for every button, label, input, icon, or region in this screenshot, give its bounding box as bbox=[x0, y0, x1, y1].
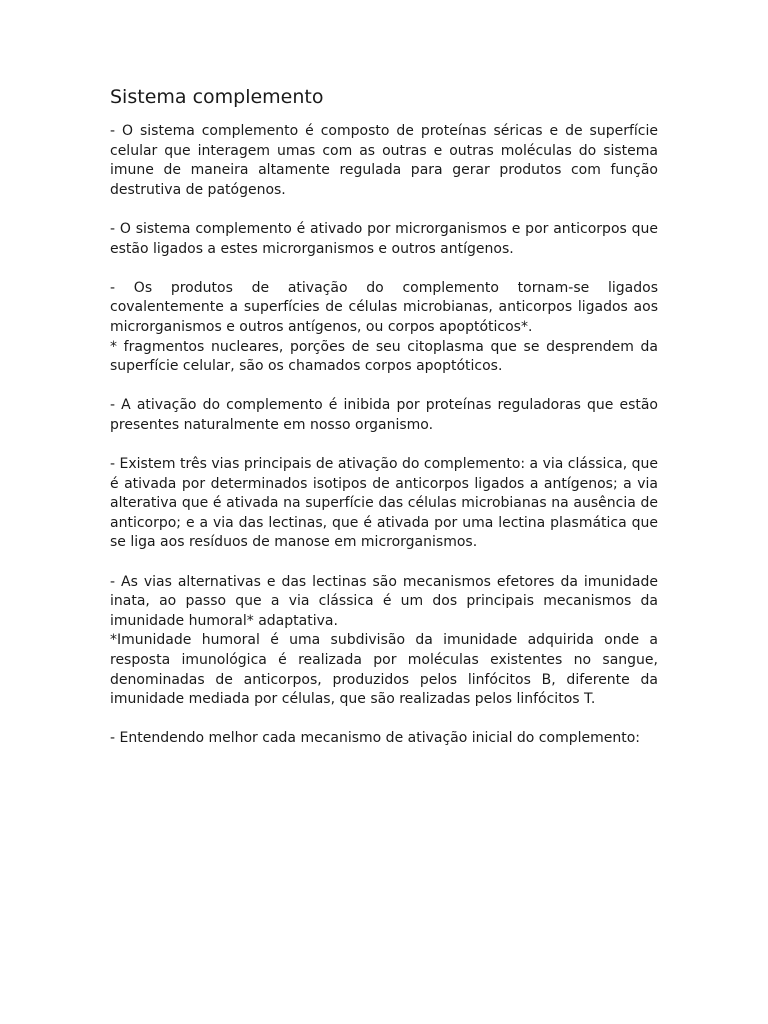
paragraph-entendendo bbox=[110, 729, 658, 749]
document-title: Sistema complemento bbox=[110, 86, 324, 108]
footnote-apoptoticos: * fragmentos nucleares, porções de seu citoplasma que se desprendem da superfície celular, são os chamados corpos apoptóticos. bbox=[110, 338, 658, 375]
document-page bbox=[110, 84, 658, 769]
paragraph-produtos bbox=[110, 279, 658, 377]
paragraph-text: - O sistema complemento é composto de proteínas séricas e de superfície celular que interagem umas com as outras e outras moléculas do sistema imune de maneira altamente regulada para gerar produtos com função destrutiva de patógenos. bbox=[110, 123, 658, 198]
paragraph-text: - As vias alternativas e das lectinas são mecanismos efetores da imunidade inata, ao passo que a via clássica é um dos principais mecanismos da imunidade humoral* adaptativa. bbox=[110, 573, 658, 629]
paragraph-text: - A ativação do complemento é inibida por proteínas reguladoras que estão presentes naturalmente em nosso organismo. bbox=[110, 397, 658, 433]
paragraph-text: - Existem três vias principais de ativação do complemento: a via clássica, que é ativada por determinados isotipos de anticorpos ligados a antígenos; a via alterativa que é ativada na superfície das células microbianas na ausência de anticorpo; e a via das lectinas, que é ativada por uma lectina plasmática que se liga aos resíduos de manose em microrganismos. bbox=[110, 456, 658, 551]
paragraph-text: - Entendendo melhor cada mecanismo de ativação inicial do complemento: bbox=[110, 730, 640, 747]
paragraph-inibicao bbox=[110, 396, 658, 435]
paragraph-text: - O sistema complemento é ativado por microrganismos e por anticorpos que estão ligados a estes microrganismos e outros antígenos. bbox=[110, 220, 658, 257]
paragraph-mecanismos bbox=[110, 573, 658, 710]
footnote-imunidade-humoral: *Imunidade humoral é uma subdivisão da imunidade adquirida onde a resposta imunológica é realizada por moléculas existentes no sangue, denominadas de anticorpos, produzidos pelos linfócitos B, diferente da imunidade mediada por células, que são realizadas pelos linfócitos T. bbox=[110, 632, 658, 708]
paragraph-ativacao bbox=[110, 220, 658, 259]
paragraph-vias bbox=[110, 455, 658, 553]
paragraph-text: - Os produtos de ativação do complemento tornam-se ligados covalentemente a superfícies de células microbianas, anticorpos ligados aos microrganismos e outros antígenos, ou corpos apoptóticos*. bbox=[110, 279, 658, 335]
paragraph-composicao bbox=[110, 122, 658, 200]
